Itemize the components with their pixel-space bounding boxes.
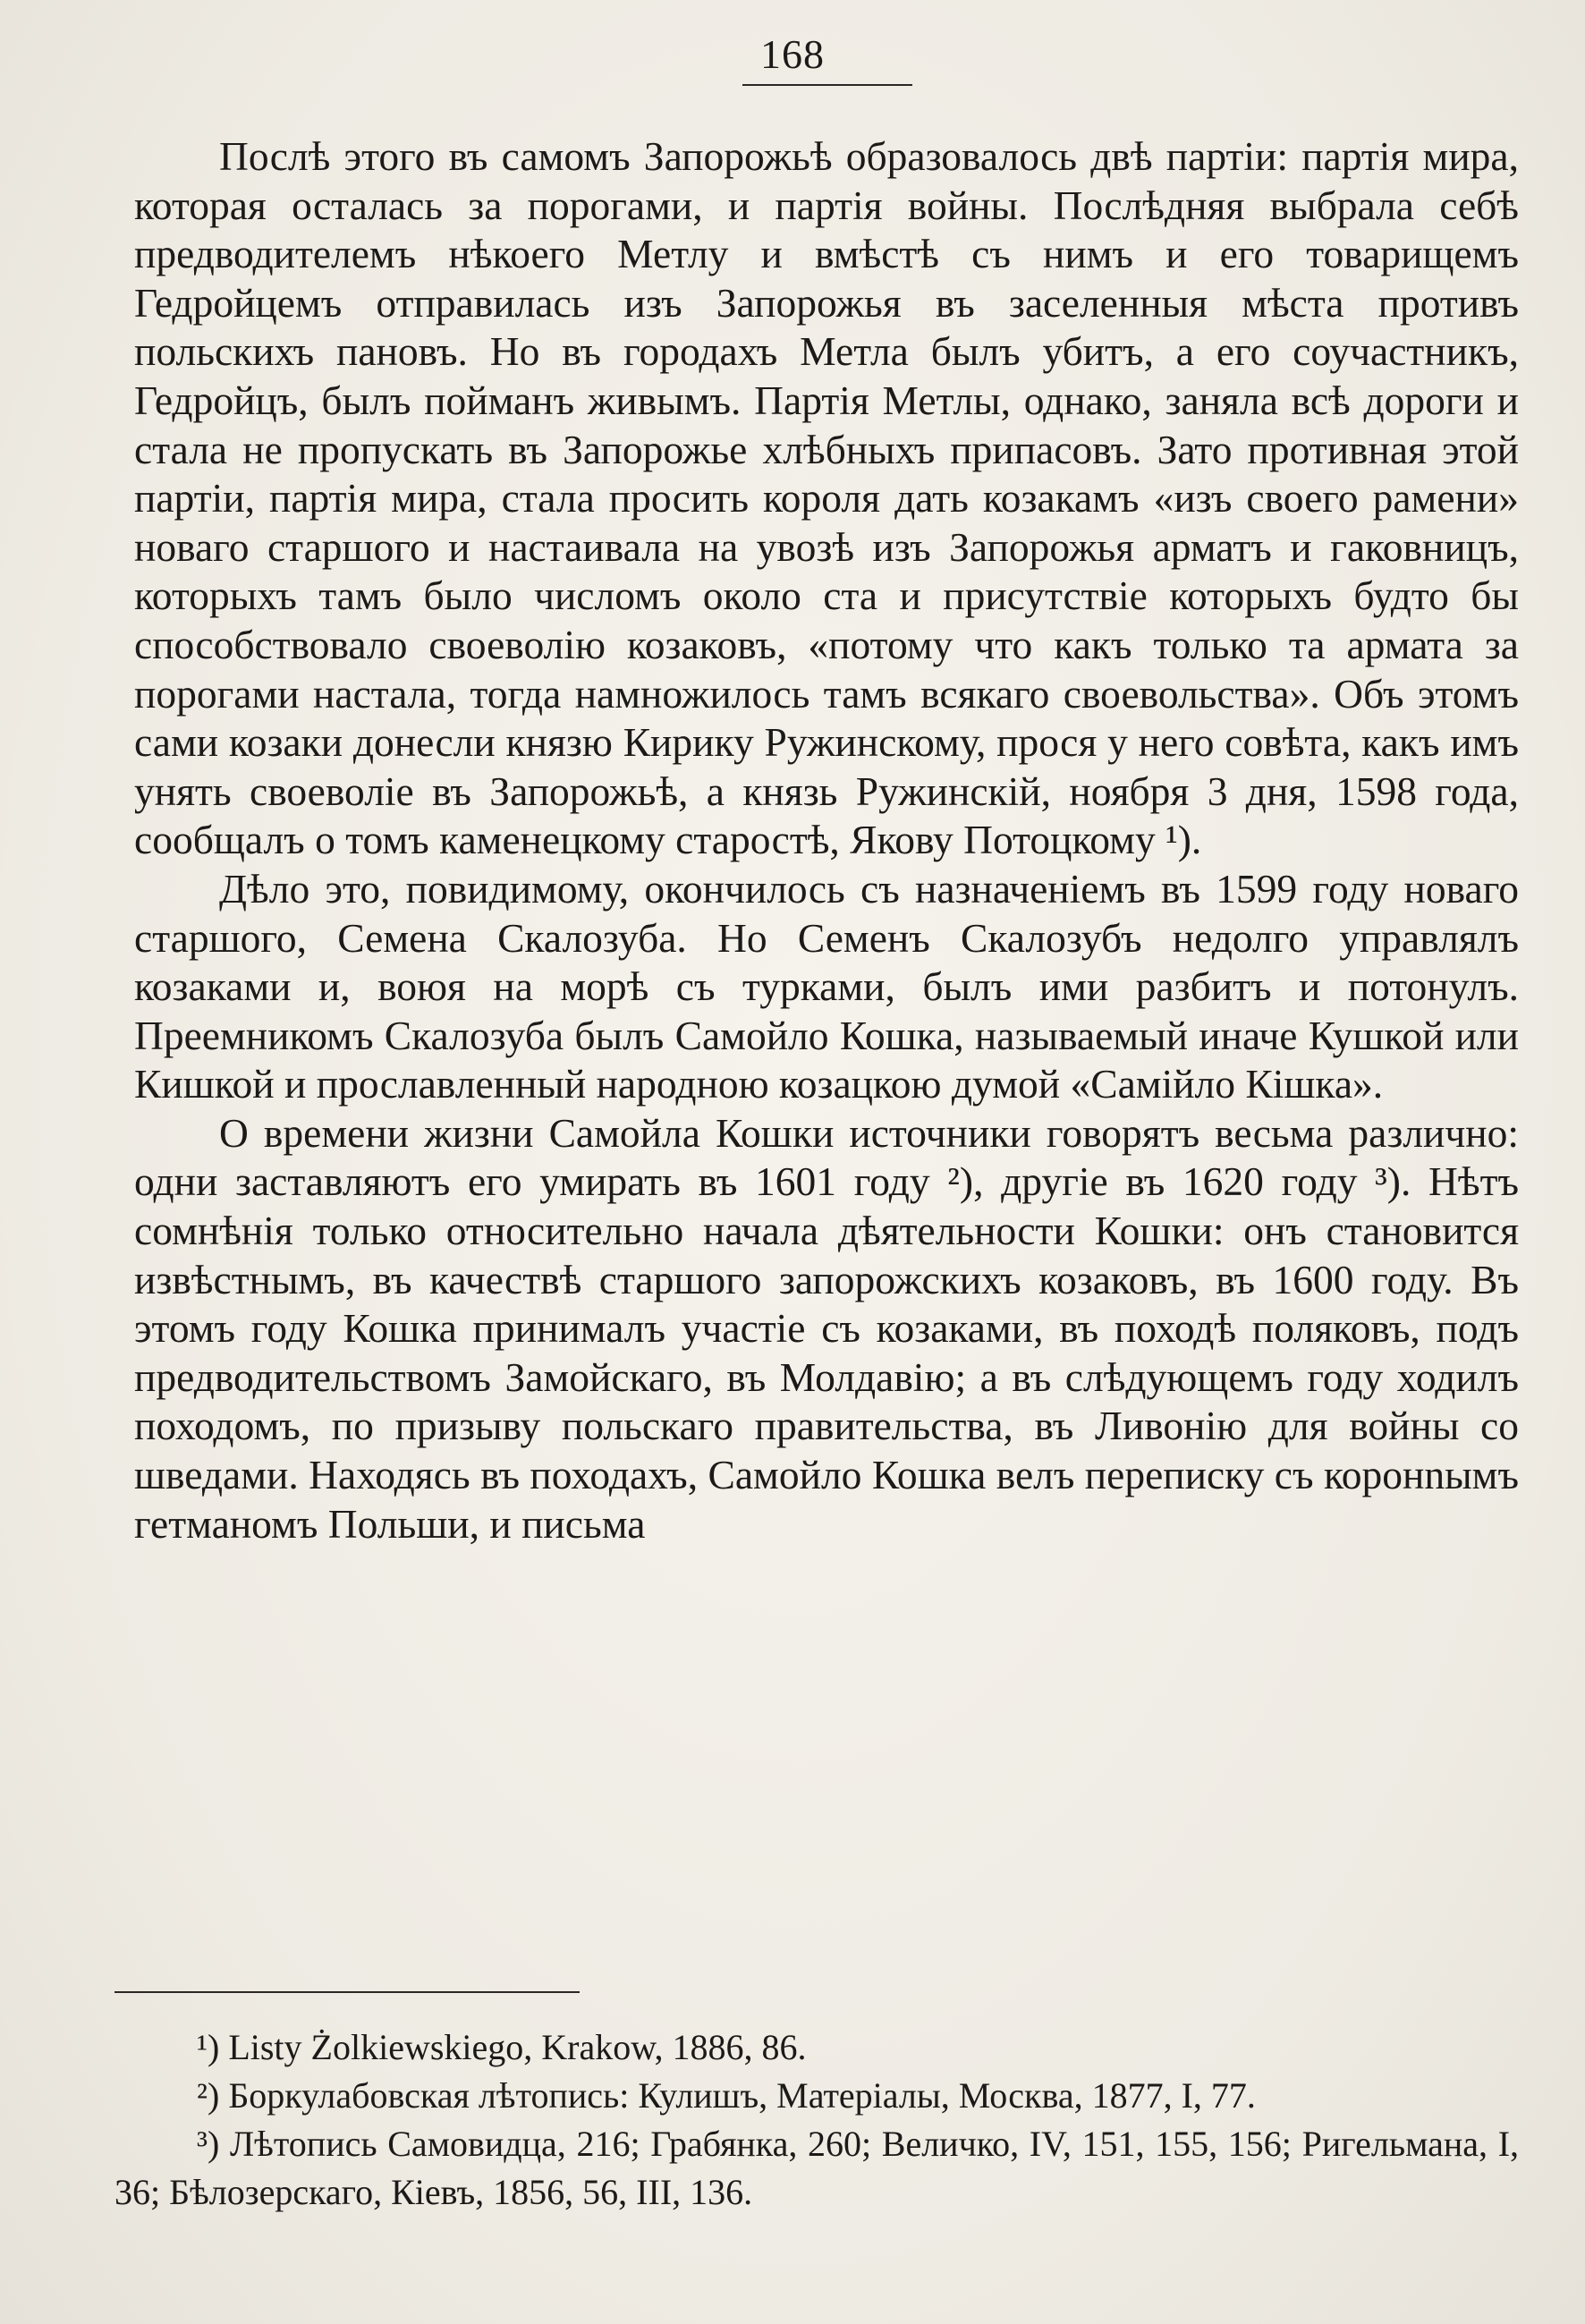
- footnote-mark: ²): [197, 2075, 220, 2116]
- footnote: [114, 2072, 1519, 2120]
- footnote-mark: ³): [197, 2124, 220, 2164]
- footnote-rule: [114, 1991, 580, 1993]
- header-rule: [742, 84, 912, 86]
- footnotes: [114, 2023, 1519, 2217]
- footnote-mark: ¹): [197, 2027, 220, 2067]
- paragraph: Послѣ этого въ самомъ Запорожьѣ образовалось двѣ партіи: партія мира, которая осталась за порогами, и партія войны. Послѣдняя выбрала себѣ предводителемъ нѣкоего Метлу и вмѣстѣ съ нимъ и его товарищемъ Гедройцемъ отправилась изъ Запорожья въ заселенныя мѣста противъ польскихъ пановъ. Но въ городахъ Метла былъ убитъ, а его соучастникъ, Гедройцъ, былъ пойманъ живымъ. Партія Метлы, однако, заняла всѣ дороги и стала не пропускать въ Запорожье хлѣбныхъ припасовъ. Зато противная этой партіи, партія мира, стала просить короля дать козакамъ «изъ своего рамени» новаго старшого и настаивала на увозѣ изъ Запорожья арматъ и гаковницъ, которыхъ тамъ было числомъ около ста и присутствіе которыхъ будто бы способствовало своеволію козаковъ, «потому что какъ только та армата за порогами настала, тогда намножилось тамъ всякаго своевольства». Объ этомъ сами козаки донесли князю Кирику Ружинскому, прося у него совѣта, какъ имъ унять своеволіе въ Запорожьѣ, а князь Ружинскій, ноября 3 дня, 1598 года, сообщалъ о томъ каменецкому старостѣ, Якову Потоцкому ¹).: [134, 133, 1519, 863]
- body-text: [134, 132, 1519, 1548]
- paragraph: Дѣло это, повидимому, окончилось съ назначеніемъ въ 1599 году новаго старшого, Семена Скалозуба. Но Семенъ Скалозубъ недолго управлялъ козаками и, воюя на морѣ съ турками, былъ ими разбитъ и потонулъ. Преемникомъ Скалозуба былъ Самойло Кошка, называемый иначе Кушкой или Кишкой и прославленный народною козацкою думой «Самійло Кішка».: [134, 865, 1519, 1107]
- footnote-text: Лѣтопись Самовидца, 216; Грабянка, 260; Величко, IV, 151, 155, 156; Ригельмана, I, 36; Бѣлозерскаго, Кіевъ, 1856, 56, III, 136.: [114, 2124, 1520, 2212]
- footnote: [114, 2023, 1519, 2072]
- footnote-text: Боркулабовская лѣтопись: Кулишъ, Матеріалы, Москва, 1877, I, 77.: [228, 2075, 1256, 2116]
- page-number: 168: [760, 31, 825, 77]
- paragraph: О времени жизни Самойла Кошки источники говорятъ весьма различно: одни заставляютъ его умирать въ 1601 году ²), другіе въ 1620 году ³). Нѣтъ сомнѣнія только относительно начала дѣятельности Кошки: онъ становится извѣстнымъ, въ качествѣ старшого запорожскихъ козаковъ, въ 1600 году. Въ этомъ году Кошка принималъ участіе съ козаками, въ походѣ поляковъ, подъ предводительствомъ Замойскаго, въ Молдавію; а въ слѣдующемъ году ходилъ походомъ, по призыву польскаго правительства, въ Ливонію для войны со шведами. Находясь въ походахъ, Самойло Кошка велъ переписку съ коронnымъ гетманомъ Польши, и письма: [134, 1109, 1519, 1547]
- footnote-text: Listy Żolkiewskiego, Krakow, 1886, 86.: [228, 2027, 807, 2067]
- footnote: [114, 2120, 1519, 2217]
